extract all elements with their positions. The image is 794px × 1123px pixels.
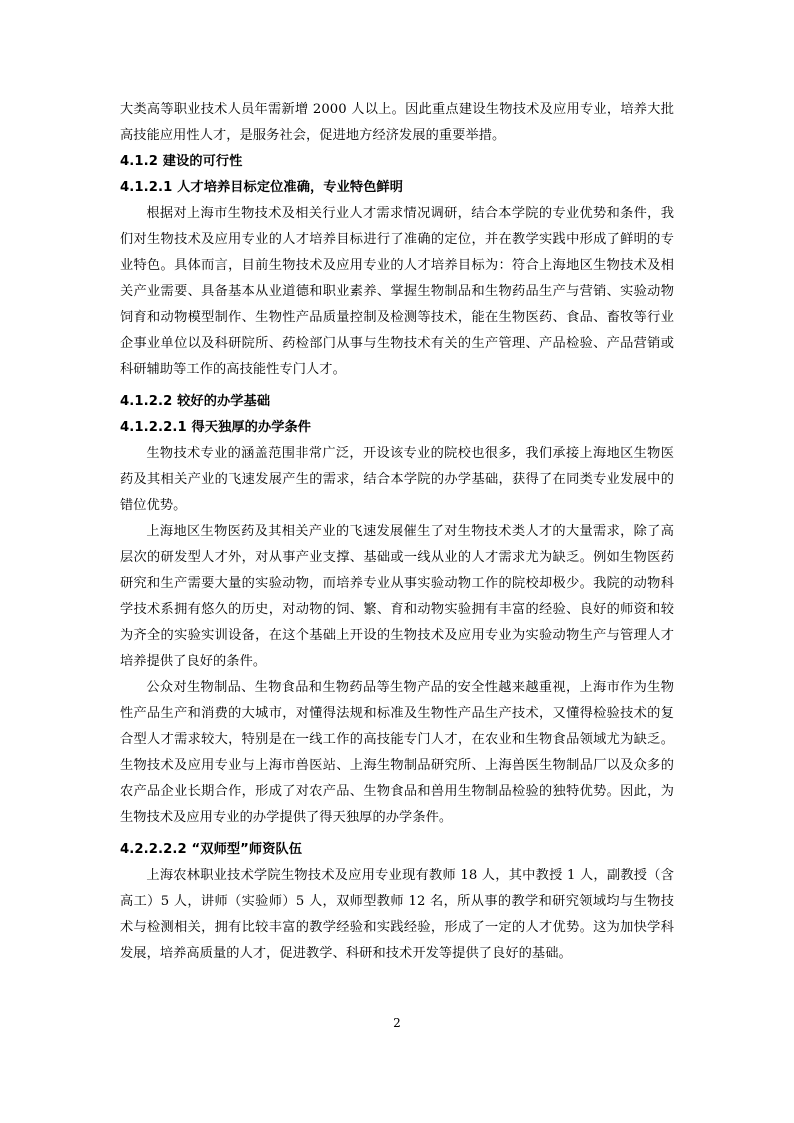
heading-4-2-2-2-2: 4.2.2.2.2 “双师型”师资队伍 xyxy=(120,842,303,857)
training-goal-paragraph: 根据对上海市生物技术及相关行业人才需求情况调研，结合本学院的专业优势和条件，我们对生物技术及应用专业的人才培养目标进行了准确的定位，并在教学实践中形成了鲜明的专业特色。具体而言，目前生物技术及应用专业的人才培养目标为：符合上海地区生物技术及相关产业需要、具备基本从业道德和职业素养、掌握生物制品和生物药品生产与营销、实验动物饲育和动物模型制作、生物性产品质量控制及检测等技术，能在生物医药、食品、畜牧等行业企事业单位以及科研院所、药检部门从事与生物技术有关的生产管理、产品检验、产品营销或科研辅助等工作的高技能性专门人才。 xyxy=(120,206,674,377)
heading-4-1-2-2: 4.1.2.2 较好的办学基础 xyxy=(120,394,271,409)
document-body xyxy=(120,97,674,967)
conditions-paragraph-2: 上海地区生物医药及其相关产业的飞速发展催生了对生物技术类人才的大量需求，除了高层次的研发型人才外，对从事产业支撑、基础或一线从业的人才需求尤为缺乏。例如生物医药研究和生产需要大量的实验动物，而培养专业从事实验动物工作的院校却极少。我院的动物科学技术系拥有悠久的历史，对动物的饲、繁、育和动物实验拥有丰富的经验、良好的师资和较为齐全的实验实训设备，在这个基础上开设的生物技术及应用专业为实验动物生产与管理人才培养提供了良好的条件。 xyxy=(120,524,674,669)
conditions-paragraph-3: 公众对生物制品、生物食品和生物药品等生物产品的安全性越来越重视，上海市作为生物性产品生产和消费的大城市，对懂得法规和标准及生物性产品生产技术，又懂得检验技术的复合型人才需求较大，特别是在一线工作的高技能专门人才，在农业和生物食品领域尤为缺乏。生物技术及应用专业与上海市兽医站、上海生物制品研究所、上海兽医生物制品厂以及众多的农产品企业长期合作，形成了对农产品、生物食品和兽用生物制品检验的独特优势。因此，为生物技术及应用专业的办学提供了得天独厚的办学条件。 xyxy=(120,680,674,825)
faculty-paragraph: 上海农林职业技术学院生物技术及应用专业现有教师 18 人，其中教授 1 人，副教授（含高工）5 人，讲师（实验师）5 人，双师型教师 12 名，所从事的教学和研究领域均与生物技术与检测相关，拥有比较丰富的教学经验和实践经验，形成了一定的人才优势。这为加快学科发展，培养高质量的人才，促进教学、科研和技术开发等提供了良好的基础。 xyxy=(120,868,674,961)
heading-4-1-2-1: 4.1.2.1 人才培养目标定位准确，专业特色鲜明 xyxy=(120,180,404,195)
page-number: 2 xyxy=(393,1016,401,1030)
conditions-paragraph-1: 生物技术专业的涵盖范围非常广泛，开设该专业的院校也很多，我们承接上海地区生物医药及其相关产业的飞速发展产生的需求，结合本学院的办学基础，获得了在同类专业发展中的错位优势。 xyxy=(120,446,674,513)
heading-4-1-2-2-1: 4.1.2.2.1 得天独厚的办学条件 xyxy=(120,420,312,435)
heading-4-1-2: 4.1.2 建设的可行性 xyxy=(120,154,243,169)
intro-paragraph: 大类高等职业技术人员年需新增 2000 人以上。因此重点建设生物技术及应用专业，培养大批高技能应用性人才，是服务社会，促进地方经济发展的重要举措。 xyxy=(120,102,674,143)
